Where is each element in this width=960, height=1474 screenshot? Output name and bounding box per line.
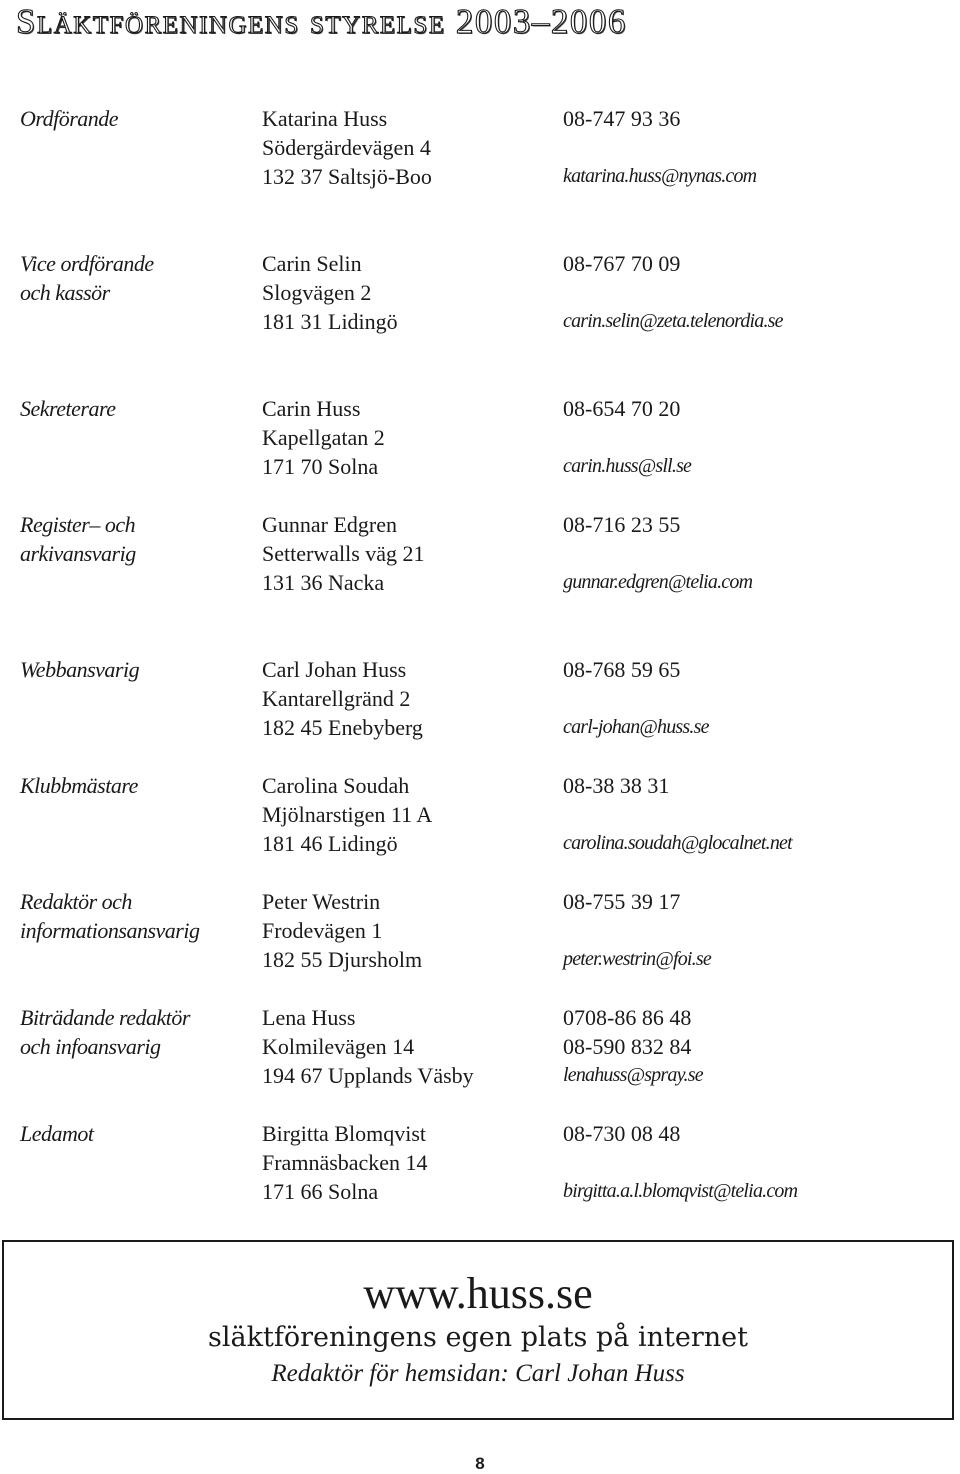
- person-name: Carin Selin: [262, 251, 362, 276]
- contact-info: [563, 655, 709, 742]
- email-link[interactable]: carin.selin@zeta.telenordia.se: [563, 310, 783, 332]
- role: [20, 394, 116, 452]
- phone-number: [563, 278, 783, 307]
- phone-number: [563, 423, 691, 452]
- contact-info: [563, 771, 792, 858]
- email-link[interactable]: peter.westrin@foi.se: [563, 948, 711, 970]
- role: [20, 655, 139, 713]
- email-link[interactable]: carin.huss@sll.se: [563, 455, 692, 477]
- role: [20, 771, 138, 829]
- role-line: och kassör: [20, 280, 110, 305]
- postal-address: 171 70 Solna: [262, 454, 379, 479]
- phone-number: 08-755 39 17: [563, 889, 681, 914]
- street-address: Kantarellgränd 2: [262, 686, 411, 711]
- street-address: Södergärdevägen 4: [262, 135, 431, 160]
- role-line: [20, 684, 139, 713]
- person-name: Peter Westrin: [262, 889, 381, 914]
- contact-info: [563, 510, 752, 597]
- contact-info: [563, 394, 691, 481]
- phone-number: [563, 133, 756, 162]
- phone-number: 08-590 832 84: [563, 1034, 692, 1059]
- postal-address: 131 36 Nacka: [262, 570, 385, 595]
- person-name: Gunnar Edgren: [262, 512, 398, 537]
- person-address: [262, 104, 432, 191]
- person-address: [262, 655, 423, 742]
- contact-info: [563, 1119, 797, 1206]
- role: [20, 1119, 94, 1177]
- phone-number: 0708-86 86 48: [563, 1005, 692, 1030]
- postal-address: 194 67 Upplands Väsby: [262, 1063, 474, 1088]
- postal-address: 181 31 Lidingö: [262, 309, 398, 334]
- role-line: Ordförande: [20, 106, 119, 131]
- role-line: informationsansvarig: [20, 918, 200, 943]
- role-line: och infoansvarig: [20, 1034, 161, 1059]
- street-address: Kapellgatan 2: [262, 425, 385, 450]
- role-line: [20, 800, 138, 829]
- person-address: [262, 249, 398, 336]
- phone-number: [563, 1148, 797, 1177]
- person-name: Carin Huss: [262, 396, 361, 421]
- email-link[interactable]: katarina.huss@nynas.com: [563, 165, 757, 187]
- person-address: [262, 887, 422, 974]
- street-address: Mjölnarstigen 11 A: [262, 802, 433, 827]
- role-line: Biträdande redaktör: [20, 1005, 190, 1030]
- email-link[interactable]: carolina.soudah@glocalnet.net: [563, 832, 792, 854]
- contact-info: [563, 1003, 703, 1090]
- person-address: [262, 1003, 474, 1090]
- page-title: Släktföreningens styrelse 2003–2006: [16, 2, 627, 41]
- role-line: [20, 1148, 94, 1177]
- person-address: [262, 394, 385, 481]
- person-name: Katarina Huss: [262, 106, 388, 131]
- role: [20, 887, 199, 945]
- phone-number: 08-654 70 20: [563, 396, 681, 421]
- role-line: Register– och: [20, 512, 136, 537]
- website-editor: Redaktör för hemsidan: Carl Johan Huss: [271, 1360, 685, 1387]
- phone-number: [563, 916, 711, 945]
- role: [20, 249, 154, 307]
- street-address: Frodevägen 1: [262, 918, 383, 943]
- phone-number: 08-38 38 31: [563, 773, 670, 798]
- page-number: 8: [475, 1454, 485, 1473]
- role-line: Sekreterare: [20, 396, 116, 421]
- postal-address: 182 45 Enebyberg: [262, 715, 423, 740]
- phone-number: [563, 800, 792, 829]
- postal-address: 182 55 Djursholm: [262, 947, 423, 972]
- role-line: [20, 423, 116, 452]
- contact-info: [563, 249, 783, 336]
- role-line: Redaktör och: [20, 889, 132, 914]
- role: [20, 1003, 190, 1061]
- email-link[interactable]: lenahuss@spray.se: [563, 1064, 703, 1086]
- postal-address: 132 37 Saltsjö-Boo: [262, 164, 432, 189]
- person-name: Carolina Soudah: [262, 773, 410, 798]
- email-link[interactable]: birgitta.a.l.blomqvist@telia.com: [563, 1180, 798, 1202]
- contact-info: [563, 887, 711, 974]
- website-link[interactable]: www.huss.se: [363, 1269, 593, 1318]
- person-address: [262, 510, 425, 597]
- person-address: [262, 771, 432, 858]
- phone-number: 08-767 70 09: [563, 251, 681, 276]
- phone-number: 08-716 23 55: [563, 512, 681, 537]
- postal-address: 181 46 Lidingö: [262, 831, 398, 856]
- street-address: Kolmilevägen 14: [262, 1034, 415, 1059]
- phone-number: [563, 684, 709, 713]
- role: [20, 510, 136, 568]
- role-line: arkivansvarig: [20, 541, 136, 566]
- role-line: Webbansvarig: [20, 657, 140, 682]
- role-line: Ledamot: [20, 1121, 94, 1146]
- street-address: Setterwalls väg 21: [262, 541, 425, 566]
- phone-number: 08-730 08 48: [563, 1121, 681, 1146]
- street-address: Slogvägen 2: [262, 280, 372, 305]
- role-line: Klubbmästare: [20, 773, 138, 798]
- person-name: Carl Johan Huss: [262, 657, 407, 682]
- person-name: Lena Huss: [262, 1005, 356, 1030]
- email-link[interactable]: carl-johan@huss.se: [563, 716, 709, 738]
- website-info-box: [2, 1240, 954, 1420]
- website-tagline: släktföreningens egen plats på internet: [208, 1322, 748, 1353]
- role-line: [20, 133, 118, 162]
- phone-number: [563, 539, 752, 568]
- contact-info: [563, 104, 756, 191]
- role: [20, 104, 118, 162]
- person-name: Birgitta Blomqvist: [262, 1121, 427, 1146]
- email-link[interactable]: gunnar.edgren@telia.com: [563, 571, 753, 593]
- street-address: Framnäsbacken 14: [262, 1150, 428, 1175]
- role-line: Vice ordförande: [20, 251, 154, 276]
- phone-number: 08-747 93 36: [563, 106, 681, 131]
- phone-number: 08-768 59 65: [563, 657, 681, 682]
- postal-address: 171 66 Solna: [262, 1179, 379, 1204]
- person-address: [262, 1119, 428, 1206]
